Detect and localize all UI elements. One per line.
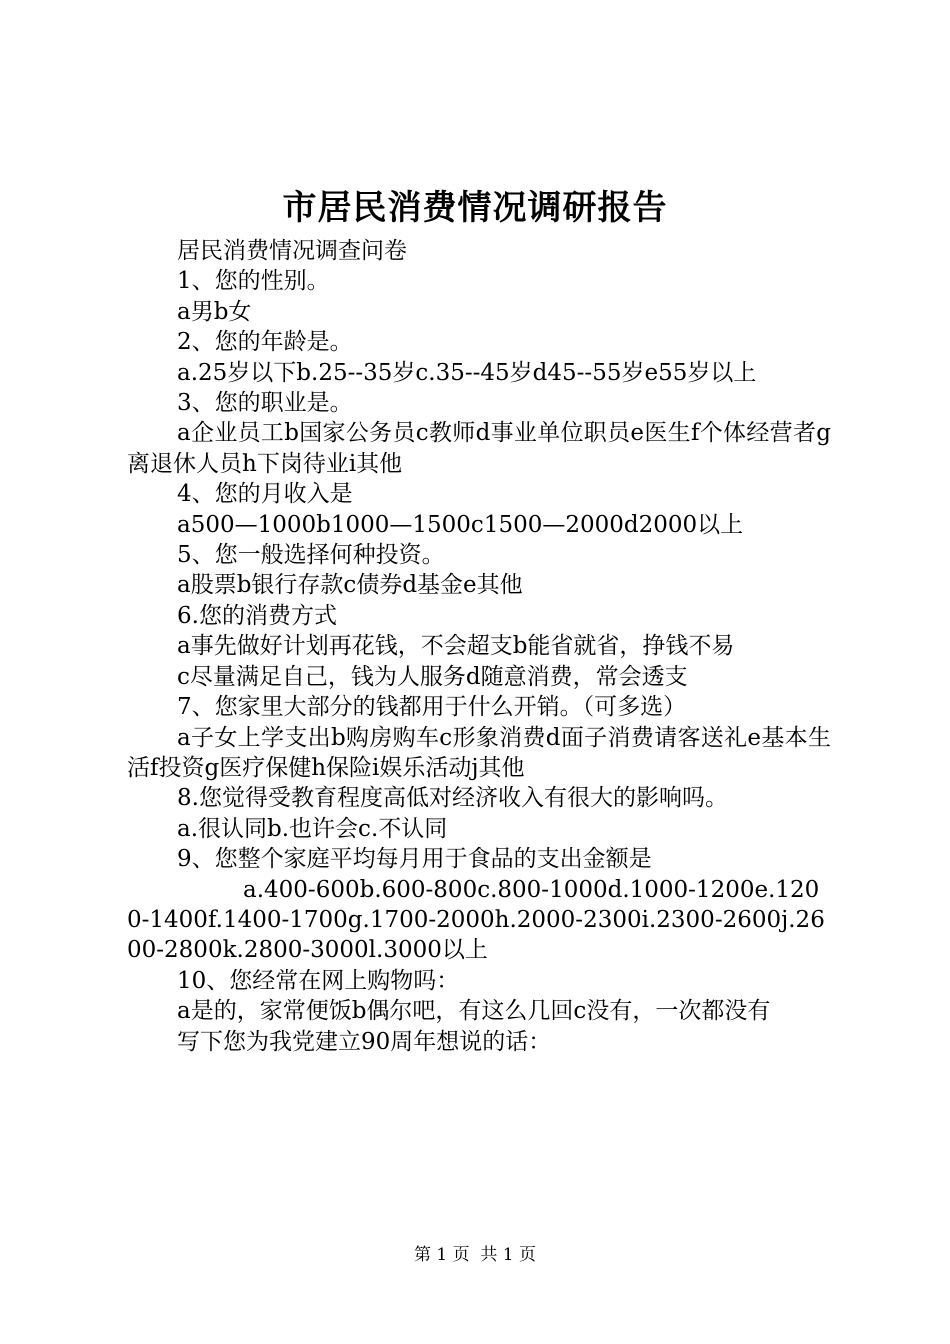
closing-prompt: 写下您为我党建立90周年想说的话： [177, 1028, 552, 1055]
options-6-line-2: c尽量满足自己，钱为人服务d随意消费，常会透支 [177, 663, 688, 690]
question-1: 1、您的性别。 [177, 268, 330, 295]
options-6-line-1: a事先做好计划再花钱，不会超支b能省就省，挣钱不易 [177, 633, 735, 660]
question-8: 8.您觉得受教育程度高低对经济收入有很大的影响吗。 [177, 785, 728, 812]
options-5: a股票b银行存款c债券d基金e其他 [177, 572, 523, 599]
question-2: 2、您的年龄是。 [177, 329, 353, 356]
question-9: 9、您整个家庭平均每月用于食品的支出金额是 [177, 846, 652, 873]
question-3: 3、您的职业是。 [177, 390, 353, 417]
options-4: a500—1000b1000—1500c1500—2000d2000以上 [177, 511, 744, 538]
options-9: a.400-600b.600-800c.800-1000d.1000-1200e.1200-1400f.1400-1700g.1700-2000h.2000-2300i.2300-2600j.2600-2800k.2800-3000l.3000以上 [127, 876, 825, 964]
question-5: 5、您一般选择何种投资。 [177, 542, 445, 569]
question-7: 7、您家里大部分的钱都用于什么开销。（可多选） [177, 694, 687, 721]
question-10: 10、您经常在网上购物吗： [177, 967, 460, 994]
options-8: a.很认同b.也许会c.不认同 [177, 815, 448, 842]
document-body [127, 236, 831, 1057]
options-3: a企业员工b国家公务员c教师d事业单位职员e医生f个体经营者g离退休人员h下岗待业i其他 [127, 420, 831, 477]
question-6: 6.您的消费方式 [177, 602, 337, 629]
options-2: a.25岁以下b.25--35岁c.35--45岁d45--55岁e55岁以上 [177, 359, 757, 386]
document-title: 市居民消费情况调研报告 [282, 188, 668, 228]
page-footer: 第 1 页 共 1 页 [413, 1245, 537, 1265]
options-7: a子女上学支出b购房购车c形象消费d面子消费请客送礼e基本生活f投资g医疗保健h保险i娱乐活动j其他 [127, 724, 831, 781]
options-1: a男b女 [177, 298, 252, 325]
options-10: a是的，家常便饭b偶尔吧，有这么几回c没有，一次都没有 [177, 998, 771, 1025]
question-4: 4、您的月收入是 [177, 481, 353, 508]
paragraph-survey-heading: 居民消费情况调查问卷 [177, 238, 407, 264]
